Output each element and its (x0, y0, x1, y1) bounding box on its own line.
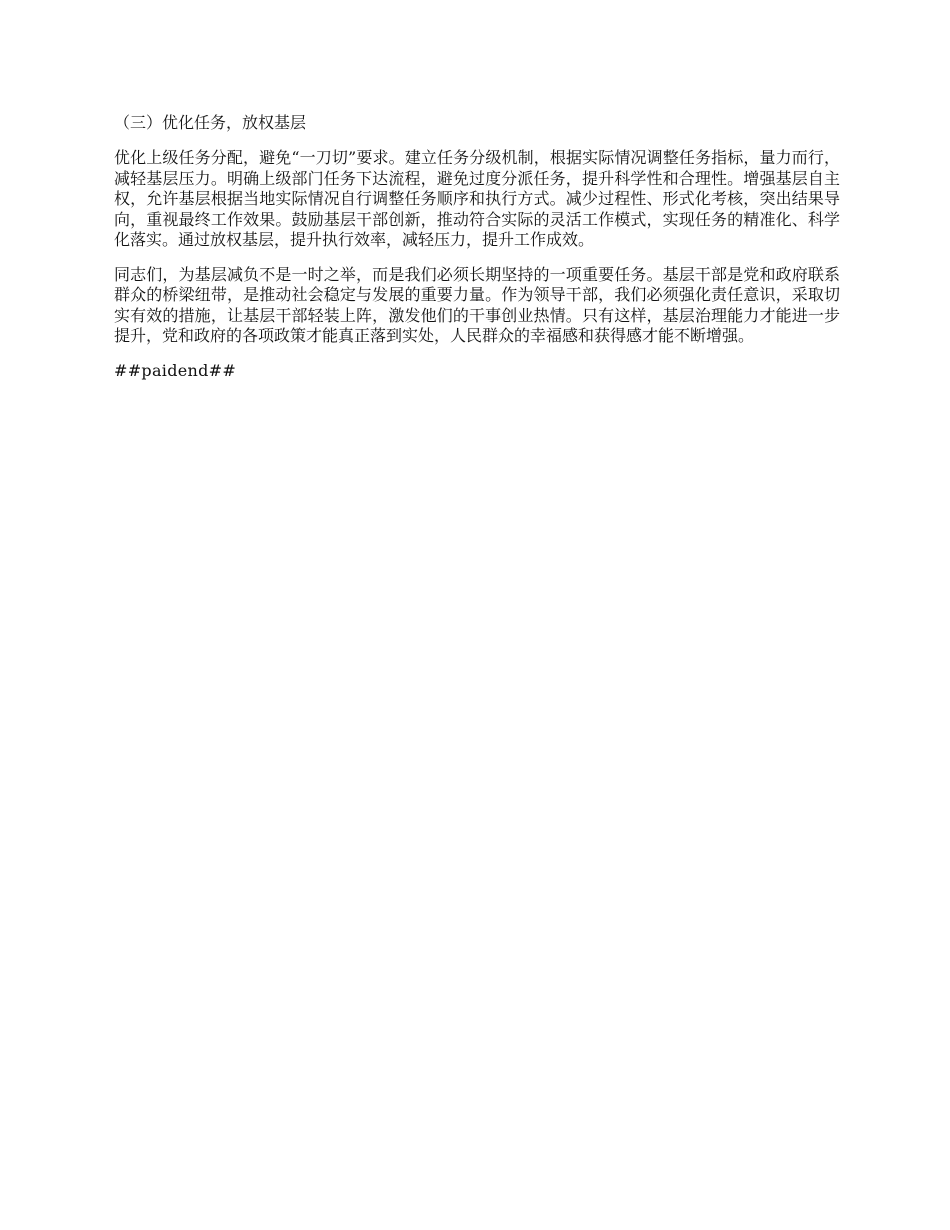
section-heading: （三）优化任务，放权基层 (114, 113, 307, 132)
paragraph-conclusion: 同志们，为基层减负不是一时之举，而是我们必须长期坚持的一项重要任务。基层干部是党和政府联系群众的桥梁纽带，是推动社会稳定与发展的重要力量。作为领导干部，我们必须强化责任意识，采取切实有效的措施，让基层干部轻装上阵，激发他们的干事创业热情。只有这样，基层治理能力才能进一步提升，党和政府的各项政策才能真正落到实处，人民群众的幸福感和获得感才能不断增强。 (114, 264, 840, 345)
end-marker: ##paidend## (114, 360, 237, 380)
paragraph-task-optimization: 优化上级任务分配，避免“一刀切”要求。建立任务分级机制，根据实际情况调整任务指标，量力而行，减轻基层压力。明确上级部门任务下达流程，避免过度分派任务，提升科学性和合理性。增强基层自主权，允许基层根据当地实际情况自行调整任务顺序和执行方式。减少过程性、形式化考核，突出结果导向，重视最终工作效果。鼓励基层干部创新，推动符合实际的灵活工作模式，实现任务的精准化、科学化落实。通过放权基层，提升执行效率，减轻压力，提升工作成效。 (114, 148, 840, 249)
document-page (114, 110, 840, 381)
